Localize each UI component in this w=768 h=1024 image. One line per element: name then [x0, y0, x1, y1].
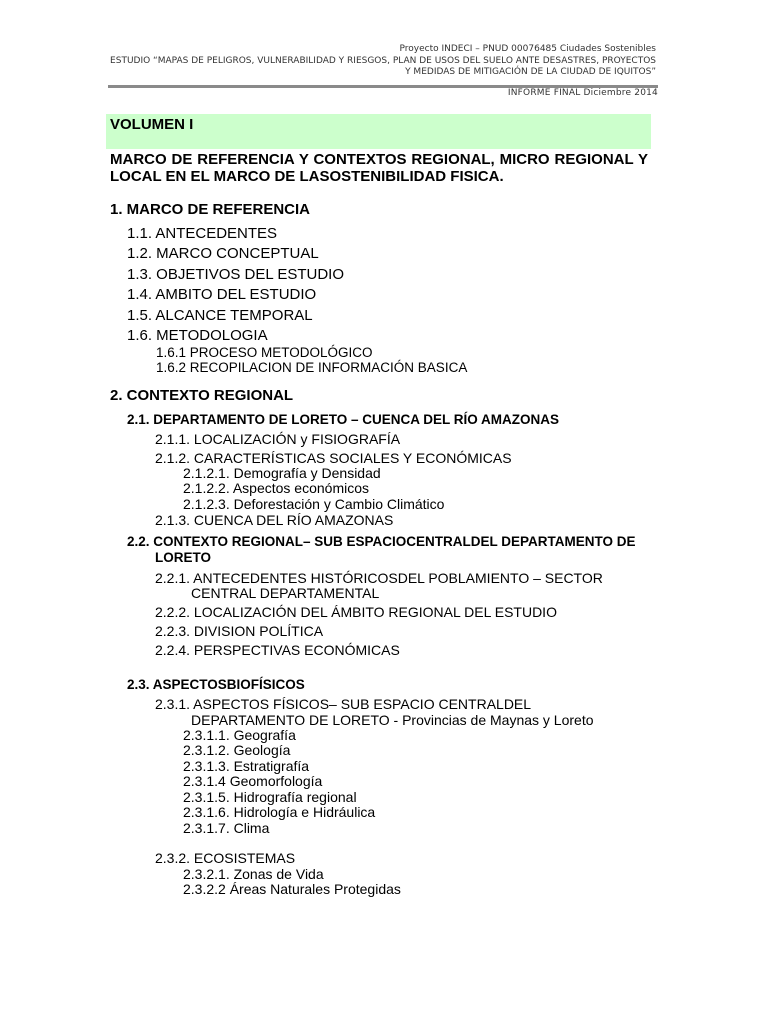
toc-section: 1. MARCO DE REFERENCIA [110, 201, 311, 218]
toc-item: 1.1. ANTECEDENTES [127, 225, 278, 242]
toc-item: 2.3.2. ECOSISTEMAS [155, 850, 296, 866]
toc-item: 2.2.2. LOCALIZACIÓN DEL ÁMBITO REGIONAL DEL ESTUDIO [155, 604, 557, 620]
toc-subsection-continued: LORETO [155, 550, 212, 565]
toc-subitem: 1.6.1 PROCESO METODOLÓGICO [156, 345, 373, 360]
toc-item: 2.2.3. DIVISION POLÍTICA [155, 623, 324, 639]
toc-item-continued: DEPARTAMENTO DE LORETO - Provincias de Maynas y Loreto [191, 712, 594, 728]
toc-subitem: 2.1.2.2. Aspectos económicos [183, 480, 369, 496]
document-header [110, 44, 656, 79]
volume-heading: VOLUMEN I [106, 114, 651, 149]
toc-subitem: 2.1.2.3. Deforestación y Cambio Climático [183, 496, 445, 512]
toc-section: 2. CONTEXTO REGIONAL [110, 387, 294, 404]
toc-item: 1.3. OBJETIVOS DEL ESTUDIO [127, 266, 345, 283]
study-line-continued: Y MEDIDAS DE MITIGACIÓN DE LA CIUDAD DE IQUITOS” [405, 67, 656, 77]
study-line: ESTUDIO “MAPAS DE PELIGROS, VULNERABILIDAD Y RIESGOS, PLAN DE USOS DEL SUELO ANTE DESASTRES, PROYECTOS [110, 55, 656, 66]
toc-subitem: 2.3.1.1. Geografía [183, 727, 296, 743]
toc-item: 1.6. METODOLOGIA [127, 327, 268, 344]
toc-item: 2.1.1. LOCALIZACIÓN y FISIOGRAFÍA [155, 431, 401, 447]
toc-item: 2.3.1. ASPECTOS FÍSICOS– SUB ESPACIO CENTRALDEL [155, 696, 532, 712]
report-label: INFORME FINAL Diciembre 2014 [507, 88, 658, 98]
toc-subitem: 2.3.1.2. Geología [183, 742, 291, 758]
toc-item: 2.1.3. CUENCA DEL RÍO AMAZONAS [155, 512, 394, 528]
toc-item: 1.2. MARCO CONCEPTUAL [127, 245, 319, 262]
toc-item: 2.2.1. ANTECEDENTES HISTÓRICOSDEL POBLAMIENTO – SECTOR [155, 570, 603, 586]
toc-subsection: 2.3. ASPECTOSBIOFÍSICOS [127, 677, 305, 692]
toc-subitem: 2.3.1.3. Estratigrafía [183, 758, 310, 774]
toc-item: 2.2.4. PERSPECTIVAS ECONÓMICAS [155, 642, 400, 658]
toc-subitem: 2.3.2.2 Áreas Naturales Protegidas [183, 881, 401, 897]
toc-subitem: 2.3.1.4 Geomorfología [183, 773, 323, 789]
toc-item: 1.5. ALCANCE TEMPORAL [127, 307, 313, 324]
volume-title: MARCO DE REFERENCIA Y CONTEXTOS REGIONAL, MICRO REGIONAL Y LOCAL EN EL MARCO DE LASOSTENIBILIDAD FISICA. [110, 151, 648, 185]
project-line: Proyecto INDECI – PNUD 00076485 Ciudades Sostenibles [399, 44, 656, 54]
toc-item: 1.4. AMBITO DEL ESTUDIO [127, 286, 317, 303]
toc-subitem: 1.6.2 RECOPILACION DE INFORMACIÓN BASICA [156, 360, 468, 375]
toc-subitem: 2.3.1.6. Hidrología e Hidráulica [183, 804, 376, 820]
toc-subsection: 2.1. DEPARTAMENTO DE LORETO – CUENCA DEL RÍO AMAZONAS [127, 412, 560, 427]
toc-subitem: 2.3.2.1. Zonas de Vida [183, 866, 324, 882]
toc-item: 2.1.2. CARACTERÍSTICAS SOCIALES Y ECONÓMICAS [155, 450, 512, 466]
toc-item-continued: CENTRAL DEPARTAMENTAL [191, 585, 380, 601]
toc-subitem: 2.1.2.1. Demografía y Densidad [183, 465, 381, 481]
toc-subitem: 2.3.1.7. Clima [183, 820, 270, 836]
toc-subsection: 2.2. CONTEXTO REGIONAL– SUB ESPACIOCENTRALDEL DEPARTAMENTO DE [127, 534, 636, 549]
toc-subitem: 2.3.1.5. Hidrografía regional [183, 789, 357, 805]
